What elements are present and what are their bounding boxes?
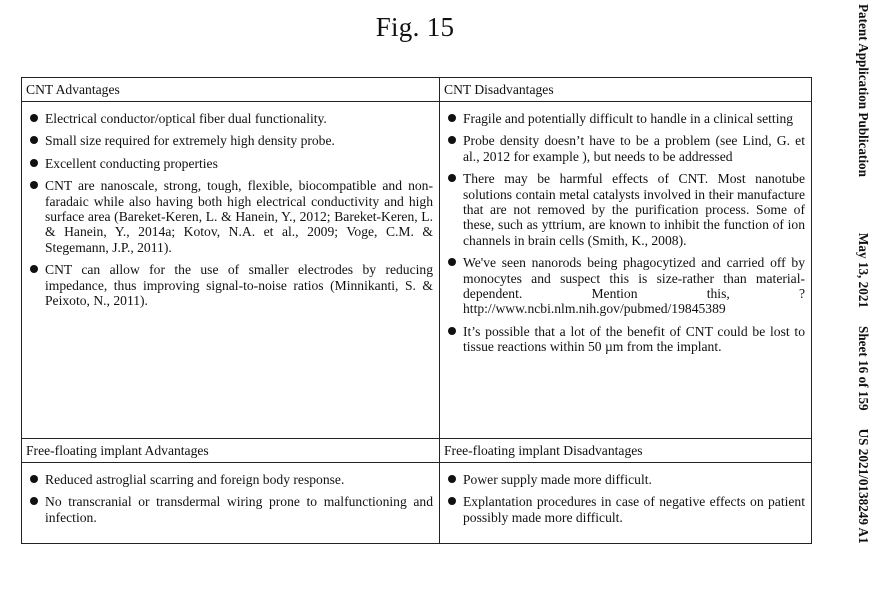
bullet-icon	[448, 114, 456, 122]
list-item-text: Fragile and potentially difficult to handle in a clinical setting	[463, 111, 794, 126]
cnt-advantages-heading: CNT Advantages	[22, 78, 440, 102]
publication-type: Patent Application Publication	[856, 4, 872, 177]
publication-date: May 13, 2021	[856, 232, 872, 309]
implant-disadvantages-cell	[440, 463, 811, 543]
cnt-advantage-item	[28, 111, 433, 126]
list-item-text: Power supply made more difficult.	[463, 472, 652, 487]
bullet-icon	[30, 181, 38, 189]
list-item-text: Reduced astroglial scarring and foreign body response.	[45, 472, 345, 487]
implant-disadvantage-item	[446, 494, 805, 525]
implant-advantages-cell	[22, 463, 440, 543]
bullet-icon	[448, 475, 456, 483]
list-item-text: It’s possible that a lot of the benefit of CNT could be lost to tissue reactions within 50 µm from the implant.	[463, 323, 805, 355]
list-item-text: Small size required for extremely high density probe.	[45, 133, 335, 149]
cnt-advantage-item	[28, 156, 433, 171]
figure-title: Fig. 15	[375, 12, 455, 42]
table-row	[22, 102, 811, 439]
bullet-icon	[30, 159, 38, 167]
cnt-advantage-item	[28, 262, 433, 308]
cnt-disadvantage-item	[446, 255, 805, 317]
publication-number: US 2021/0138249 A1	[856, 428, 872, 544]
table-row	[22, 463, 811, 543]
comparison-table	[21, 77, 812, 544]
cnt-advantage-item	[28, 133, 433, 148]
implant-advantage-item	[28, 494, 433, 525]
list-item-text: CNT can allow for the use of smaller electrodes by reducing impedance, thus improving signal-to-noise ratios (Minnikanti, S. & Peixoto, N., 2011).	[45, 262, 433, 309]
patent-running-header	[841, 0, 886, 593]
table-header-row	[22, 439, 811, 463]
implant-advantage-item	[28, 472, 433, 487]
cnt-disadvantages-cell	[440, 102, 811, 439]
bullet-icon	[30, 265, 38, 273]
bullet-icon	[30, 136, 38, 144]
implant-advantages-heading: Free-floating implant Advantages	[22, 439, 440, 463]
bullet-icon	[30, 475, 38, 483]
bullet-icon	[30, 497, 38, 505]
cnt-disadvantage-item	[446, 111, 805, 126]
bullet-icon	[448, 258, 456, 266]
cnt-disadvantages-heading: CNT Disadvantages	[440, 78, 811, 102]
list-item-text: Excellent conducting properties	[45, 155, 218, 171]
bullet-icon	[30, 114, 38, 122]
list-item-text: Electrical conductor/optical fiber dual functionality.	[45, 111, 327, 126]
implant-disadvantages-heading: Free-floating implant Disadvantages	[440, 439, 811, 463]
bullet-icon	[448, 497, 456, 505]
cnt-advantage-item	[28, 178, 433, 255]
cnt-advantages-cell	[22, 102, 440, 439]
list-item-text: Probe density doesn’t have to be a problem (see Lind, G. et al., 2012 for example ), but needs to be addressed	[463, 133, 805, 164]
table-header-row	[22, 78, 811, 102]
list-item-text: No transcranial or transdermal wiring prone to malfunctioning and infection.	[45, 494, 433, 525]
bullet-icon	[448, 327, 456, 335]
list-item-text: There may be harmful effects of CNT. Most nanotube solutions contain metal catalysts involved in their manufacture that are not removed by the purification process. Some of these, such as yttrium, are known to inhibit the function of ion channels in brain cells (Smith, K., 2008).	[463, 171, 805, 248]
cnt-disadvantage-item	[446, 133, 805, 164]
cnt-disadvantage-item	[446, 171, 805, 248]
bullet-icon	[448, 174, 456, 182]
sheet-number: Sheet 16 of 159	[856, 326, 872, 411]
list-item-text: Explantation procedures in case of negative effects on patient possibly made more difficult.	[463, 494, 805, 525]
list-item-text: CNT are nanoscale, strong, tough, flexible, biocompatible and non-faradaic while also having both high electrical conductivity and high surface area (Bareket-Keren, L. & Hanein, Y., 2012; Bareket-Keren, L. & Hanein, Y., 2014a; Kotov, N.A. et al., 2009; Voge, C.M. & Stegemann, J.P., 2011).	[45, 178, 433, 255]
implant-disadvantage-item	[446, 472, 805, 487]
cnt-disadvantage-item	[446, 324, 805, 355]
list-item-text: We've seen nanorods being phagocytized and carried off by monocytes and suspect this is size-rather than material-dependent. Mention this, ?http://www.ncbi.nlm.nih.gov/pubmed/19845389	[463, 255, 805, 317]
bullet-icon	[448, 136, 456, 144]
